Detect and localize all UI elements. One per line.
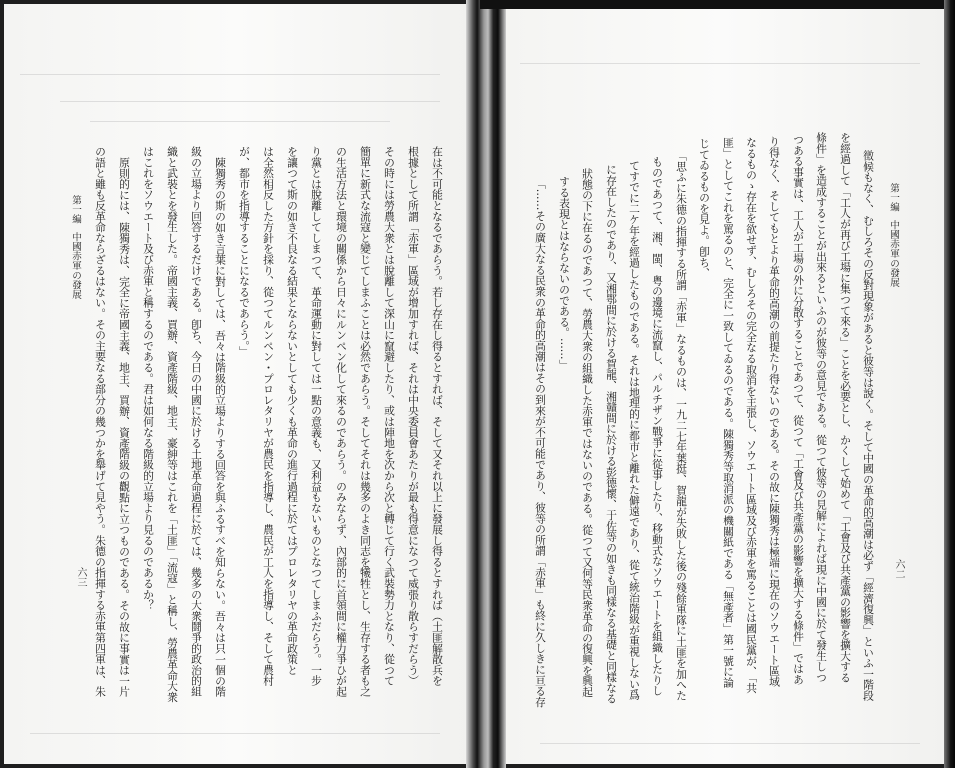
running-head-part: 第一編 <box>70 195 81 224</box>
scan-line <box>540 743 920 744</box>
running-head-title: 中國赤軍の發展 <box>888 219 899 288</box>
text-column: はこれをソウエート及び赤軍と稱するのである。君は如何なる階級的立場より見るのであるか？ <box>142 146 155 611</box>
text-column: する表現とはならないのである。……」 <box>558 176 571 371</box>
scan-line <box>520 63 920 64</box>
text-column: 徵候もなく、むしろその反對現象があると彼等は說く。そして中國の革命的高潮は必ず「經濟復興」といふ一階段 <box>862 150 875 701</box>
text-column: の生活方法と環境の關係から日々にルンペン化して來るのであらう。のみならず、內部的に首領間に權力爭ひが起 <box>335 146 348 697</box>
text-column: 條件」を造成することが出來るといふのが彼等の意見である。從つて彼等の見解によれば現に中國に於て發生しつ <box>815 132 828 683</box>
text-column: 「思ふに朱德の指揮する所謂「赤軍」なるものは、一九二七年葉挺、賀龍が失敗した後の殘餘軍隊に土匪を加へた <box>675 150 688 701</box>
text-column: なるものゝ存在を欲せず、むしろその完全なる取消を主張し、ソウエート區域及び赤軍を罵ることは國民黨が、「共 <box>745 137 758 694</box>
text-column: が、都市を指導することになるであらう。」 <box>238 146 251 357</box>
text-column: つある事實は、工人が工場の外に分散することであつて、從つて「工會及び共產黨の影響を擴大する條件」ではあ <box>792 134 805 685</box>
left-page-number: 六三 <box>75 567 86 587</box>
text-column: は全然相反した方針を採り、從つてルンペン・プロレタリヤが農民を指導し、農民が工人を指導し、そして農村 <box>262 146 275 686</box>
text-column: 狀態の下に在るのであつて、勞農大衆の組織した赤軍ではないのである。從つて又何等民衆革命の復興を興起 <box>581 168 594 698</box>
scan-border-top <box>480 0 955 9</box>
text-column: 「……その廣大なる民衆の革命的高潮はその到來が不可能であり、彼等の所謂「赤軍」も終に久しきに亘る存 <box>534 178 547 708</box>
text-column: 織と武裝とを發生した。帝國主義、買辦、資產階級、地主、豪紳等はこれを「土匪」「流寇」と稱し、勞農革命大衆 <box>166 146 179 703</box>
text-column: てすでに二ケ年を經過したものである。それは地理的に都市と離れた僻遠であり、從て統治階級が重視しない爲 <box>628 160 641 700</box>
text-column: ものであつて、湘、閩、粤の邊境に流竄し、パルチザン戰爭に從事したり、移動式なソウエートを組織したりし <box>651 156 664 696</box>
text-column: を讓つて斯の如き不良なる結果とならないとしても少くも革命の進行過程に於てはプロレタリヤの革命政策と <box>286 146 299 676</box>
text-column: り得なく、そしてもとより革命的高潮の前提たり得ないのである。その故に陳獨秀は極端に現在のソウエート區域 <box>768 136 781 687</box>
text-column: り黨とは脫離してしまつて、革命運動に對しては一點の意義も、又利益もないものとなつてしまふだらう。一步 <box>310 146 323 686</box>
text-column: 匪」としてこれを罵るのと、完全に一致してゐるのである。陳獨秀等取消派の機關紙である「無產者」第一號に論 <box>722 137 735 688</box>
text-column: に存在したのであり、又湘鄂間に於ける賀龍、湘贛間に於ける彭德懷、于佐等の如きも同樣なる基礎と同樣なる <box>605 164 618 704</box>
text-column: を經過して「工人が再び工場に集つて來る」ことを必要とし、かくして始めて「工會及び共產黨の影響を擴大する <box>839 132 852 683</box>
text-column: の語と雖も反革命ならざるはない。その主要なる部分の幾つかを舉げて見やう。朱德の指揮する赤軍第四軍は、朱 <box>94 146 107 697</box>
text-column: 原則的には、陳獨秀は、完全に帝國主義、地主、買辦、資產階級の觀點に立つものである。その故に事實は一片 <box>118 157 131 697</box>
text-column: 級の立場より回答するだけである。卽ち、今日の中國に於ける土地革命過程に於ては、幾多の大衆鬪爭的政治的組 <box>190 146 203 697</box>
scan-border-right <box>944 0 955 768</box>
scan-line <box>60 101 440 102</box>
left-running-head <box>67 195 83 315</box>
text-column: その時には勞農大衆とは脫離して深山に竄避したり、或は陣地を次から次と轉じて行く武裝勢力となり、從つて <box>383 146 396 686</box>
right-running-head <box>885 183 901 303</box>
text-column: じてゐるものを見よ。卽ち、 <box>698 138 711 279</box>
scan-line <box>30 733 440 734</box>
right-page-number: 六二 <box>893 559 904 579</box>
text-column: 在は不可能となるであらう。若し存在し得るとすれば、そして又それ以上に發展し得るとすれば（土匪解散兵を <box>431 146 444 686</box>
text-column: 簡單に新式な流寇と變じてしまふことは必然であらう。そしてそれは幾多のよき同志を犧牲とし、生存する者も之 <box>359 146 372 697</box>
running-head-title: 中國赤軍の發展 <box>70 231 81 300</box>
running-head-part: 第一編 <box>888 183 899 212</box>
scan-line <box>20 74 440 75</box>
book-gutter <box>466 0 506 768</box>
text-column: 陳獨秀の斯の如き言葉に對しては、吾々は階級的立場よりする回答を與ふるすべを知らない。吾々は只一個の階 <box>214 157 227 697</box>
text-column: 根據として所謂「赤軍」區域が增加すれば、それは中央委員會あたりが最も得意になつて威張り散らすだらう） <box>407 146 420 686</box>
scan-line <box>90 121 390 122</box>
